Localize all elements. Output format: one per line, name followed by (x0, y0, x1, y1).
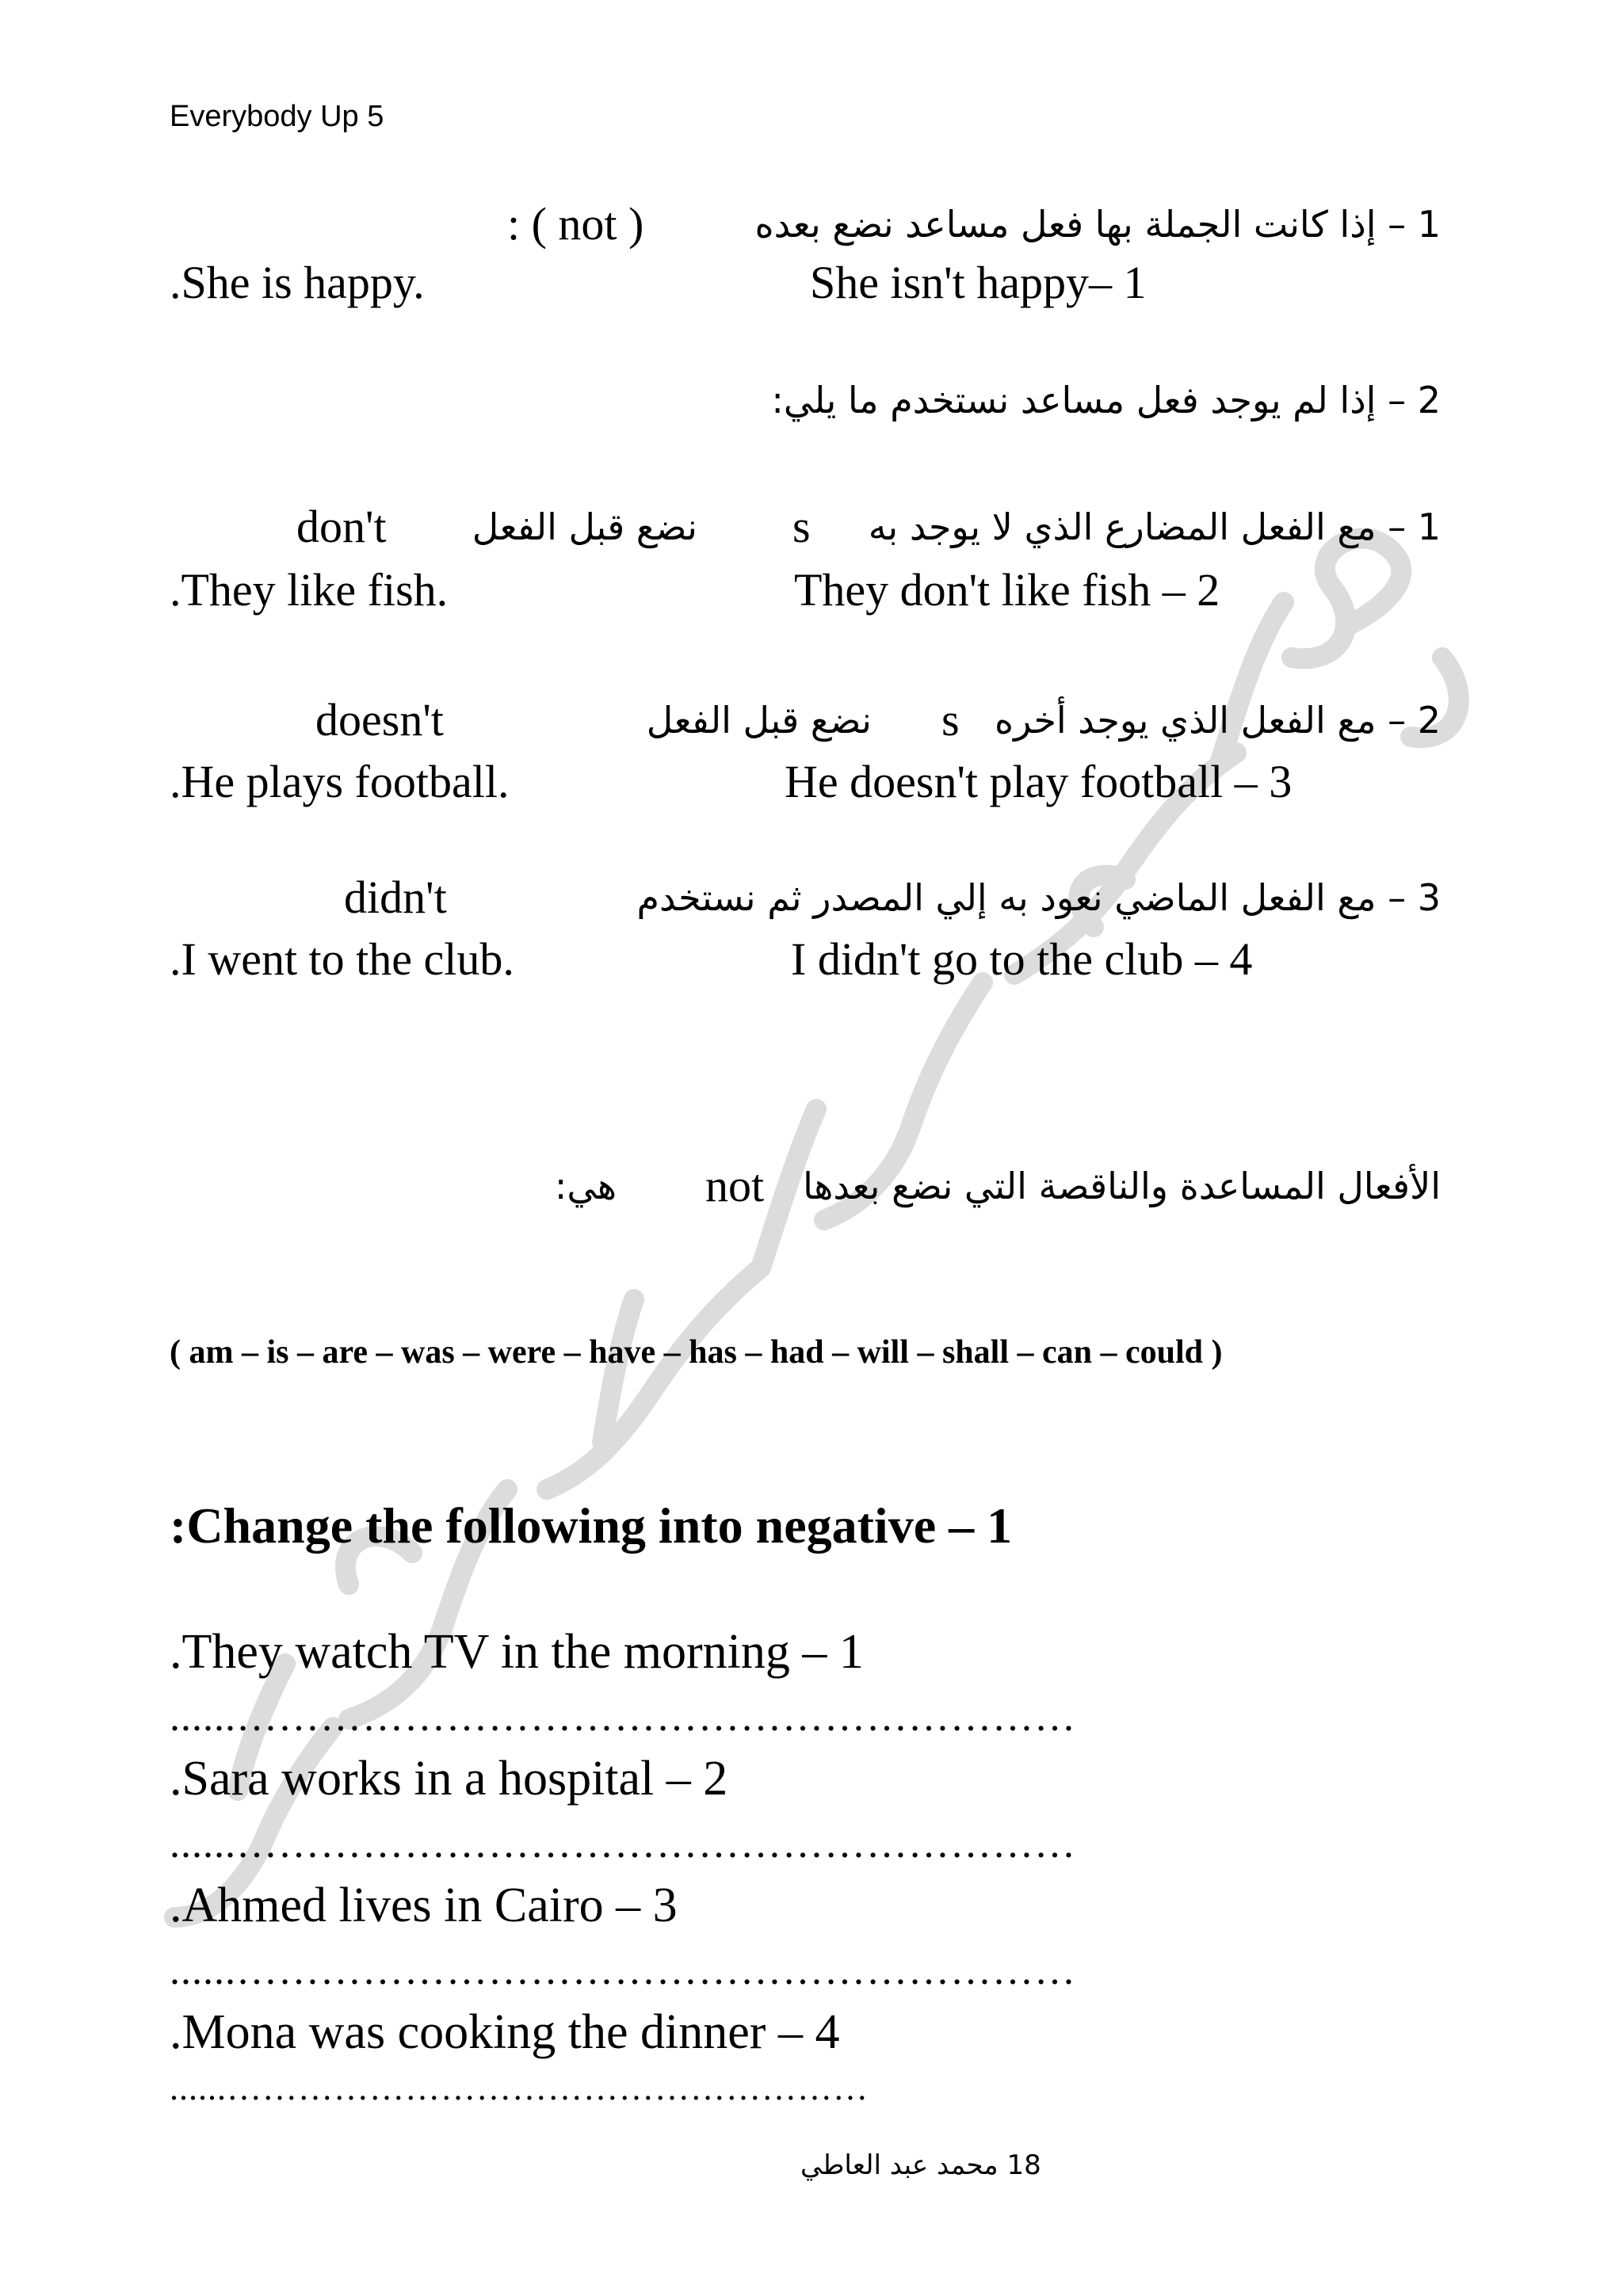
answer-line[interactable]: ......…………………………………………………… (170, 1948, 1076, 1993)
auxiliaries-arabic-end: هي: (554, 1165, 617, 1207)
rule1-arabic: 1 – إذا كانت الجملة بها فعل مساعد نضع بعده (754, 203, 1441, 246)
exercise-title: :Change the following into negative – 1 (170, 1497, 1013, 1554)
rule1-example-negative: She isn't happy– 1 (810, 257, 1147, 308)
answer-line[interactable]: ......…………………………………………………… (170, 1821, 1076, 1867)
subrule1-letter: s (792, 501, 811, 552)
subrule1-arabic: 1 – مع الفعل المضارع الذي لا يوجد به (868, 505, 1441, 548)
page-footer: 18 محمد عبد العاطي (800, 2149, 1041, 2181)
auxiliaries-list: ( am – is – are – was – were – have – has – had – will – shall – can – could ) (170, 1334, 1223, 1371)
subrule2-place: نضع قبل الفعل (646, 699, 872, 742)
subrule2-letter: s (941, 694, 960, 746)
subrule1-example-negative: They don't like fish – 2 (794, 564, 1220, 616)
exercise-item: .Ahmed lives in Cairo – 3 (170, 1878, 678, 1932)
header-title: Everybody Up 5 (170, 100, 384, 133)
subrule3-example-affirmative: .I went to the club. (170, 933, 514, 985)
subrule3-helper: didn't (344, 871, 447, 923)
subrule2-arabic: 2 – مع الفعل الذي يوجد أخره (994, 699, 1441, 742)
subrule1-place: نضع قبل الفعل (472, 505, 697, 548)
subrule2-example-affirmative: .He plays football. (170, 756, 510, 807)
answer-line[interactable]: ......…………………………………………………… (170, 1695, 1076, 1740)
exercise-item: .Mona was cooking the dinner – 4 (170, 2005, 840, 2059)
rule1-keyword: : ( not ) (507, 198, 644, 250)
rule1-example-affirmative: .She is happy. (170, 257, 425, 308)
exercise-item: .Sara works in a hospital – 2 (170, 1752, 728, 1806)
exercise-item: .They watch TV in the morning – 1 (170, 1625, 864, 1679)
rule2-arabic: 2 – إذا لم يوجد فعل مساعد نستخدم ما يلي: (771, 379, 1441, 421)
answer-line[interactable]: ......……………………………………………… (170, 2069, 869, 2107)
auxiliaries-keyword: not (705, 1160, 765, 1211)
subrule1-helper: don't (296, 501, 387, 552)
subrule2-helper: doesn't (315, 694, 444, 746)
subrule1-example-affirmative: .They like fish. (170, 564, 449, 616)
subrule2-example-negative: He doesn't play football – 3 (785, 756, 1293, 807)
subrule3-arabic: 3 – مع الفعل الماضي نعود به إلي المصدر ثم نستخدم (636, 876, 1441, 919)
auxiliaries-arabic: الأفعال المساعدة والناقصة التي نضع بعدها (803, 1165, 1441, 1207)
subrule3-example-negative: I didn't go to the club – 4 (791, 933, 1253, 985)
